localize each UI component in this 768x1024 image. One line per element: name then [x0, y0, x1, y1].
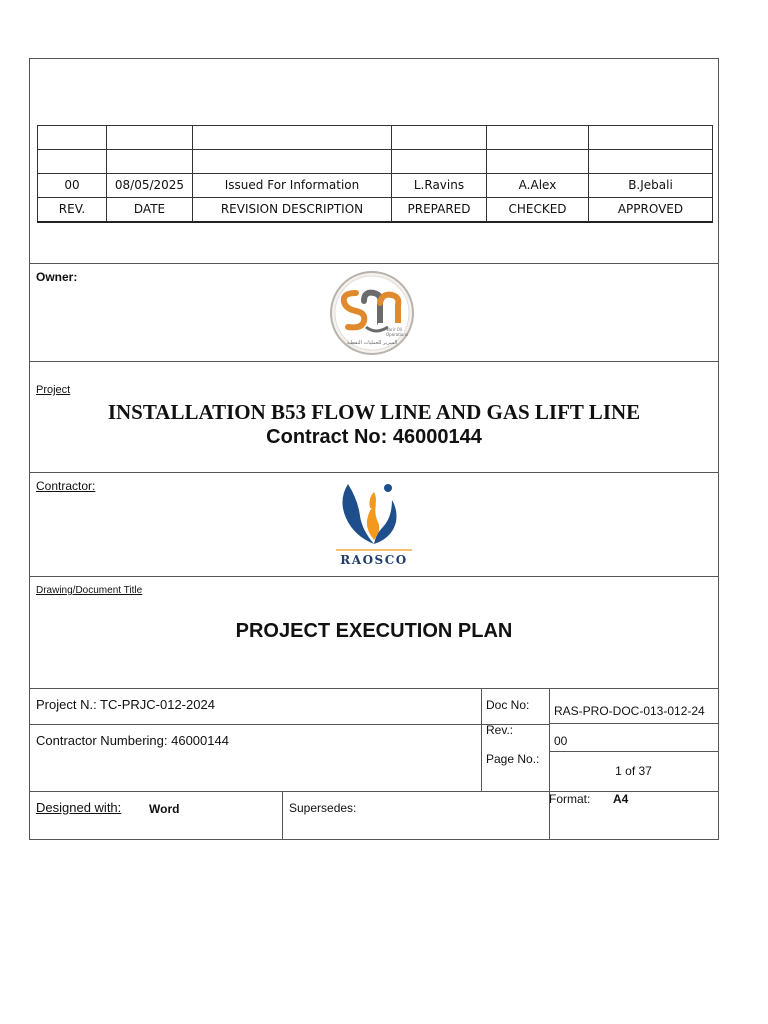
header-description: REVISION DESCRIPTION [193, 198, 392, 223]
doc-no-value: RAS-PRO-DOC-013-012-24 [554, 704, 705, 718]
contractor-label: Contractor: [36, 479, 96, 493]
document-title-label: Drawing/Document Title [36, 585, 143, 596]
table-cell [107, 150, 193, 174]
divider [549, 751, 718, 752]
table-cell [193, 126, 392, 150]
table-cell [38, 126, 107, 150]
table-cell [193, 150, 392, 174]
table-row [38, 174, 713, 198]
divider [30, 724, 549, 725]
contract-number: Contract No: 46000144 [266, 426, 482, 448]
rev-value: 00 [38, 174, 107, 198]
revision-table [37, 125, 713, 223]
table-cell [487, 150, 589, 174]
format-value: A4 [613, 792, 629, 806]
svg-text:السرير للعمليات النفطية: السرير للعمليات النفطية [346, 340, 398, 346]
sarir-oil-logo-icon [326, 271, 418, 355]
document-cover-sheet [29, 58, 719, 840]
header-date: DATE [107, 198, 193, 223]
prepared-value: L.Ravins [392, 174, 487, 198]
doc-no-label: Doc No: [486, 698, 530, 712]
designed-with-label: Designed with: [36, 800, 122, 815]
table-cell [107, 126, 193, 150]
header-rev: REV. [38, 198, 107, 223]
date-value: 08/05/2025 [107, 174, 193, 198]
table-row [38, 126, 713, 150]
table-cell [392, 126, 487, 150]
table-cell [589, 150, 713, 174]
table-cell [392, 150, 487, 174]
header-approved: APPROVED [589, 198, 713, 223]
table-cell [38, 150, 107, 174]
project-label: Project [36, 384, 71, 396]
header-prepared: PREPARED [392, 198, 487, 223]
svg-text:Operations: Operations [386, 332, 408, 337]
approved-value: B.Jebali [589, 174, 713, 198]
supersedes-label: Supersedes: [289, 801, 357, 815]
header-checked: CHECKED [487, 198, 589, 223]
divider [481, 689, 482, 791]
page-value: 1 of 37 [615, 764, 652, 778]
checked-value: A.Alex [487, 174, 589, 198]
table-cell [487, 126, 589, 150]
revision-section [30, 59, 718, 264]
divider [282, 839, 548, 840]
table-row [38, 150, 713, 174]
divider [549, 723, 718, 724]
page-label: Page No.: [486, 752, 540, 766]
project-number: Project N.: TC-PRJC-012-2024 [36, 697, 215, 712]
contractor-section [30, 473, 718, 577]
raosco-logo-icon [334, 478, 414, 574]
rev-value: 00 [554, 734, 568, 748]
project-section [30, 362, 718, 473]
description-value: Issued For Information [193, 174, 392, 198]
raosco-logo-text: RAOSCO [340, 553, 408, 567]
rev-label: Rev.: [486, 723, 514, 737]
document-title-section [30, 577, 718, 689]
designed-with-value: Word [149, 802, 180, 816]
table-header-row [38, 198, 713, 223]
table-cell [589, 126, 713, 150]
owner-label: Owner: [36, 270, 78, 284]
owner-section [30, 264, 718, 362]
contractor-numbering: Contractor Numbering: 46000144 [36, 733, 229, 748]
format-label: Format: [549, 792, 591, 806]
project-title: INSTALLATION B53 FLOW LINE AND GAS LIFT LINE [107, 400, 641, 424]
svg-text:Sarir Oil: Sarir Oil [386, 327, 403, 332]
document-title: PROJECT EXECUTION PLAN [235, 620, 513, 642]
divider [282, 791, 283, 839]
